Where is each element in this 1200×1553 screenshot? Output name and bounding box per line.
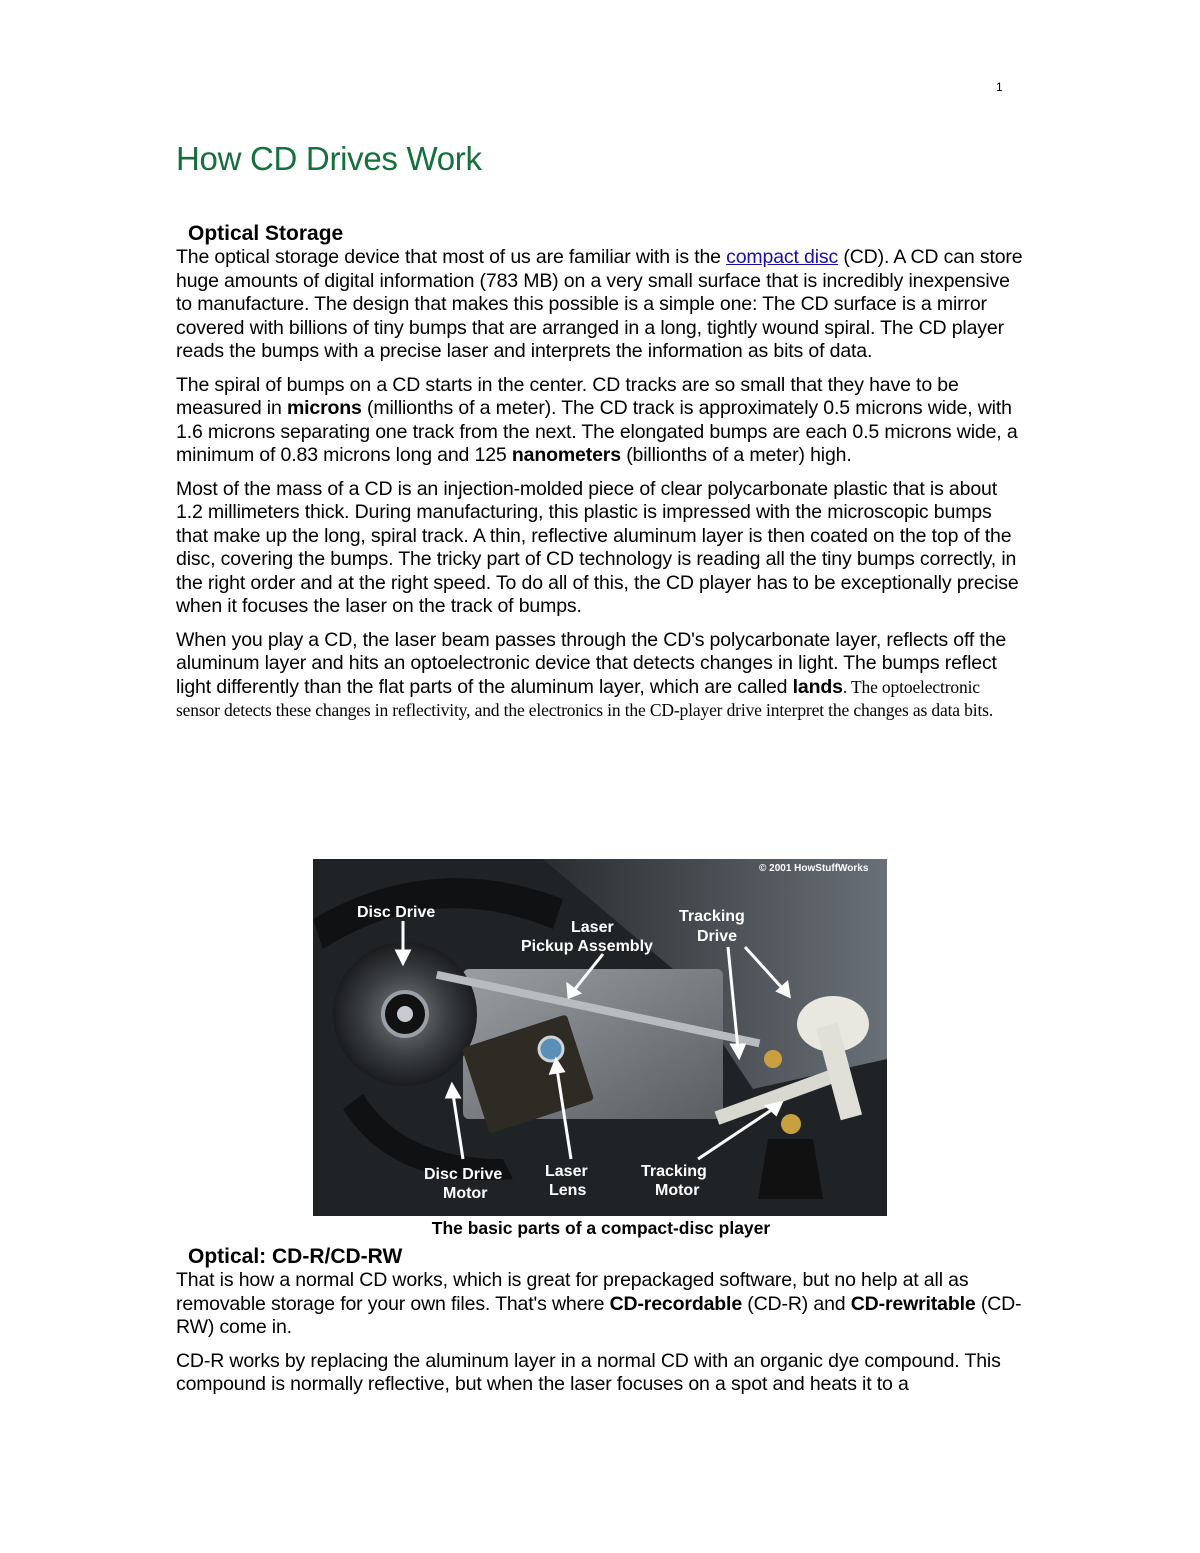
label-motor: Motor <box>443 1185 488 1202</box>
cd-player-illustration <box>313 859 887 1216</box>
paragraph: Most of the mass of a CD is an injection-molded piece of clear polycarbonate plastic that is about 1.2 millimeters thick. During manufacturing, this plastic is impressed with the microscopic bumps that make up the long, spiral track. A thin, reflective aluminum layer is then coated on the top of the disc, covering the bumps. The tricky part of CD technology is reading all the tiny bumps correctly, in the right order and at the right speed. To do all of this, the CD player has to be exceptionally precise when it focuses the laser on the track of bumps. <box>176 477 1019 617</box>
section-cd-r-cd-rw <box>176 1245 1026 1407</box>
figure-copyright: © 2001 HowStuffWorks <box>759 863 869 874</box>
term-cd-recordable: CD-recordable <box>609 1292 743 1315</box>
label-tracking-motor-1: Tracking <box>641 1163 707 1180</box>
term-microns: microns <box>286 397 362 419</box>
term-lands: lands <box>792 675 843 698</box>
label-laser: Laser <box>571 919 614 936</box>
label-pickup-assembly: Pickup Assembly <box>521 938 653 955</box>
term-nanometers: nanometers <box>511 444 621 466</box>
section-optical-storage <box>176 222 1026 733</box>
label-tracking-motor-2: Motor <box>655 1182 700 1199</box>
label-drive: Drive <box>697 928 738 945</box>
term-cd-rewritable: CD-rewritable <box>850 1292 976 1315</box>
section-heading: Optical Storage <box>188 222 344 245</box>
paragraph: When you play a CD, the laser beam passes through the CD's polycarbonate layer, reflects off the aluminum layer and hits an optoelectronic device that detects changes in light. The bumps reflect light differently than the flat parts of the aluminum layer, which are called lands. The optoelectronic sensor detects these changes in reflectivity, and the electronics in the CD-player drive interpret the changes as data bits. <box>176 628 1007 720</box>
page-number: 1 <box>996 80 1003 94</box>
paragraph: The spiral of bumps on a CD starts in the center. CD tracks are so small that they have to be measured in microns (millionths of a meter). The CD track is approximately 0.5 microns wide, with 1.6 microns separating one track from the next. The elongated bumps are each 0.5 microns wide, a minimum of 0.83 microns long and 125 nanometers (billionths of a meter) high. <box>176 373 1018 466</box>
section-heading: Optical: CD-R/CD-RW <box>188 1245 403 1268</box>
label-tracking: Tracking <box>679 908 745 925</box>
compact-disc-link[interactable]: compact disc <box>726 246 839 268</box>
tracking-motor <box>758 1139 823 1199</box>
label-disc-drive-motor: Disc Drive <box>424 1166 503 1183</box>
label-laser-lens-2: Lens <box>549 1182 587 1199</box>
paragraph: That is how a normal CD works, which is great for prepackaged software, but no help at all as removable storage for your own files. That's where CD-recordable (CD-R) and CD-rewritable (CD-RW) come in. <box>176 1269 1022 1338</box>
cd-player-photo <box>313 859 887 1216</box>
paragraph: The optical storage device that most of us are familiar with is the compact disc (CD). A CD can store huge amounts of digital information (783 MB) on a very small surface that is incredibly inexpensive to manufacture. The design that makes this possible is a simple one: The CD surface is a mirror covered with billions of tiny bumps that are arranged in a long, tightly wound spiral. The CD player reads the bumps with a precise laser and interprets the information as bits of data. <box>176 246 1023 362</box>
label-disc-drive: Disc Drive <box>357 904 436 921</box>
page-title: How CD Drives Work <box>176 140 482 177</box>
laser-lens <box>539 1037 563 1061</box>
figure-caption: The basic parts of a compact-disc player <box>431 1218 771 1238</box>
label-laser-lens-1: Laser <box>545 1163 588 1180</box>
paragraph: CD-R works by replacing the aluminum layer in a normal CD with an organic dye compound. This compound is normally reflective, but when the laser focuses on a spot and heats it to a <box>176 1349 1001 1395</box>
